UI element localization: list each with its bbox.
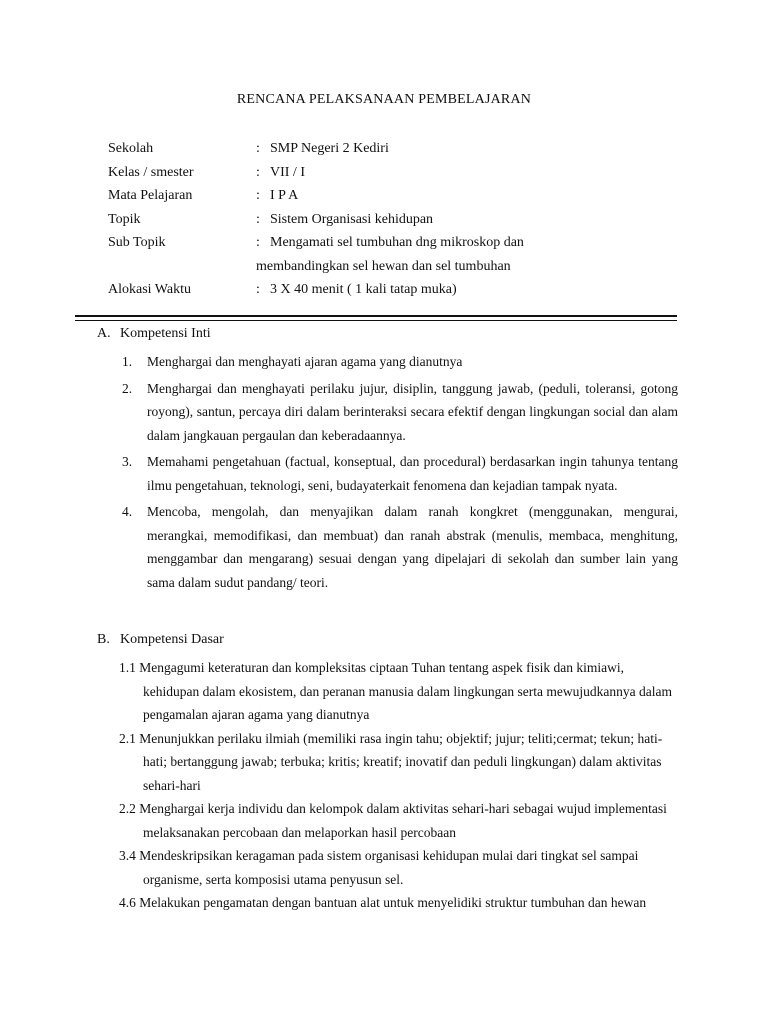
info-row-mapel bbox=[108, 186, 628, 210]
item-text: Mengagumi keteraturan dan kompleksitas ciptaan Tuhan tentang aspek fisik dan kimiawi, kehidupan dalam ekosistem, dan peranan manusia dalam lingkungan serta mewujudkannya dalam pengamalan ajaran agama yang dianutnya bbox=[139, 660, 672, 722]
info-value: Mengamati sel tumbuhan dng mikroskop dan bbox=[270, 235, 524, 250]
section-a-heading bbox=[97, 326, 211, 342]
item-number: 2. bbox=[122, 380, 133, 396]
divider-thick bbox=[75, 315, 677, 317]
info-colon: : bbox=[256, 235, 260, 250]
item-text: Menghargai kerja individu dan kelompok dalam aktivitas sehari-hari sebagai wujud implementasi melaksanakan percobaan dan melaporkan hasil percobaan bbox=[139, 801, 667, 840]
info-colon: : bbox=[256, 141, 260, 156]
list-item bbox=[119, 656, 679, 727]
list-item bbox=[122, 500, 678, 594]
kompetensi-inti-list bbox=[122, 350, 678, 597]
info-label: Mata Pelajaran bbox=[108, 188, 193, 203]
list-item bbox=[122, 350, 678, 374]
divider-thin bbox=[75, 320, 677, 321]
info-value: Sistem Organisasi kehidupan bbox=[270, 211, 434, 227]
info-row-topik bbox=[108, 210, 628, 234]
item-text: Mendeskripsikan keragaman pada sistem organisasi kehidupan mulai dari tingkat sel sampai organisme, serta komposisi utama penyusun sel. bbox=[139, 848, 639, 887]
item-number: 1.1 bbox=[119, 660, 140, 675]
section-b-heading bbox=[97, 632, 224, 648]
item-number: 4.6 bbox=[119, 895, 140, 910]
item-text: Menunjukkan perilaku ilmiah (memiliki rasa ingin tahu; objektif; jujur; teliti;cermat; tekun; hati-hati; bertanggung jawab; terbuka; kritis; kreatif; inovatif dan peduli lingkungan) dalam aktivitas sehari-hari bbox=[139, 730, 663, 793]
info-colon: : bbox=[256, 164, 260, 180]
document-title: RENCANA PELAKSANAAN PEMBELAJARAN bbox=[236, 92, 532, 107]
info-colon: : bbox=[256, 282, 260, 297]
info-row-sekolah bbox=[108, 139, 628, 163]
section-letter: B. bbox=[97, 632, 110, 647]
list-item bbox=[119, 797, 679, 844]
item-text: Mencoba, mengolah, dan menyajikan dalam ranah kongkret (menggunakan, mengurai, merangkai, memodifikasi, dan membuat) dan ranah abstrak (menulis, membaca, menghitung, menggambar dan mengarang) sesuai dengan yang dipelajari di sekolah dan sumber lain yang sama dalam sudut pandang/ teori. bbox=[147, 504, 678, 590]
item-number: 3. bbox=[122, 454, 133, 469]
item-number: 1. bbox=[122, 354, 133, 369]
info-colon: : bbox=[256, 211, 260, 227]
info-label: Sub Topik bbox=[108, 235, 166, 250]
item-text: Melakukan pengamatan dengan bantuan alat untuk menyelidiki struktur tumbuhan dan hewan bbox=[139, 895, 647, 910]
kompetensi-dasar-list bbox=[119, 656, 679, 915]
info-row-subtopik bbox=[108, 233, 628, 257]
info-value: membandingkan sel hewan dan sel tumbuhan bbox=[256, 258, 511, 274]
info-label bbox=[108, 257, 256, 281]
item-number: 2.2 bbox=[119, 801, 140, 816]
info-label: Sekolah bbox=[108, 141, 154, 156]
item-text: Memahami pengetahuan (factual, konseptual, dan procedural) berdasarkan ingin tahunya tentang ilmu pengetahuan, teknologi, seni, budayaterkait fenomena dan kejadian tampak nyata. bbox=[147, 454, 678, 493]
section-title: Kompetensi Inti bbox=[120, 326, 211, 341]
item-number: 3.4 bbox=[119, 848, 140, 863]
list-item bbox=[119, 844, 679, 891]
info-label: Kelas / smester bbox=[108, 164, 194, 180]
info-value: SMP Negeri 2 Kediri bbox=[270, 141, 389, 156]
info-value: VII / I bbox=[270, 164, 305, 180]
list-item bbox=[122, 450, 678, 497]
list-item bbox=[119, 891, 679, 915]
list-item bbox=[122, 377, 678, 448]
info-value: 3 X 40 menit ( 1 kali tatap muka) bbox=[270, 282, 457, 297]
info-label: Alokasi Waktu bbox=[108, 282, 191, 297]
info-table bbox=[108, 139, 628, 304]
list-item bbox=[119, 727, 679, 798]
item-number: 2.1 bbox=[119, 730, 140, 746]
item-number: 4. bbox=[122, 504, 133, 519]
section-title: Kompetensi Dasar bbox=[120, 632, 224, 647]
section-letter: A. bbox=[97, 326, 111, 341]
item-text: Menghargai dan menghayati ajaran agama yang dianutnya bbox=[147, 354, 463, 369]
info-row-kelas bbox=[108, 163, 628, 187]
info-colon: : bbox=[256, 188, 260, 203]
info-row-subtopik-cont bbox=[108, 257, 628, 281]
info-row-alokasi bbox=[108, 280, 628, 304]
info-label: Topik bbox=[108, 211, 141, 227]
info-value: I P A bbox=[270, 188, 299, 203]
item-text: Menghargai dan menghayati perilaku jujur, disiplin, tanggung jawab, (peduli, toleransi, gotong royong), santun, percaya diri dalam berinteraksi secara efektif dengan lingkungan social dan alam dalam jangkauan pergaulan dan keberadaannya. bbox=[147, 380, 678, 443]
